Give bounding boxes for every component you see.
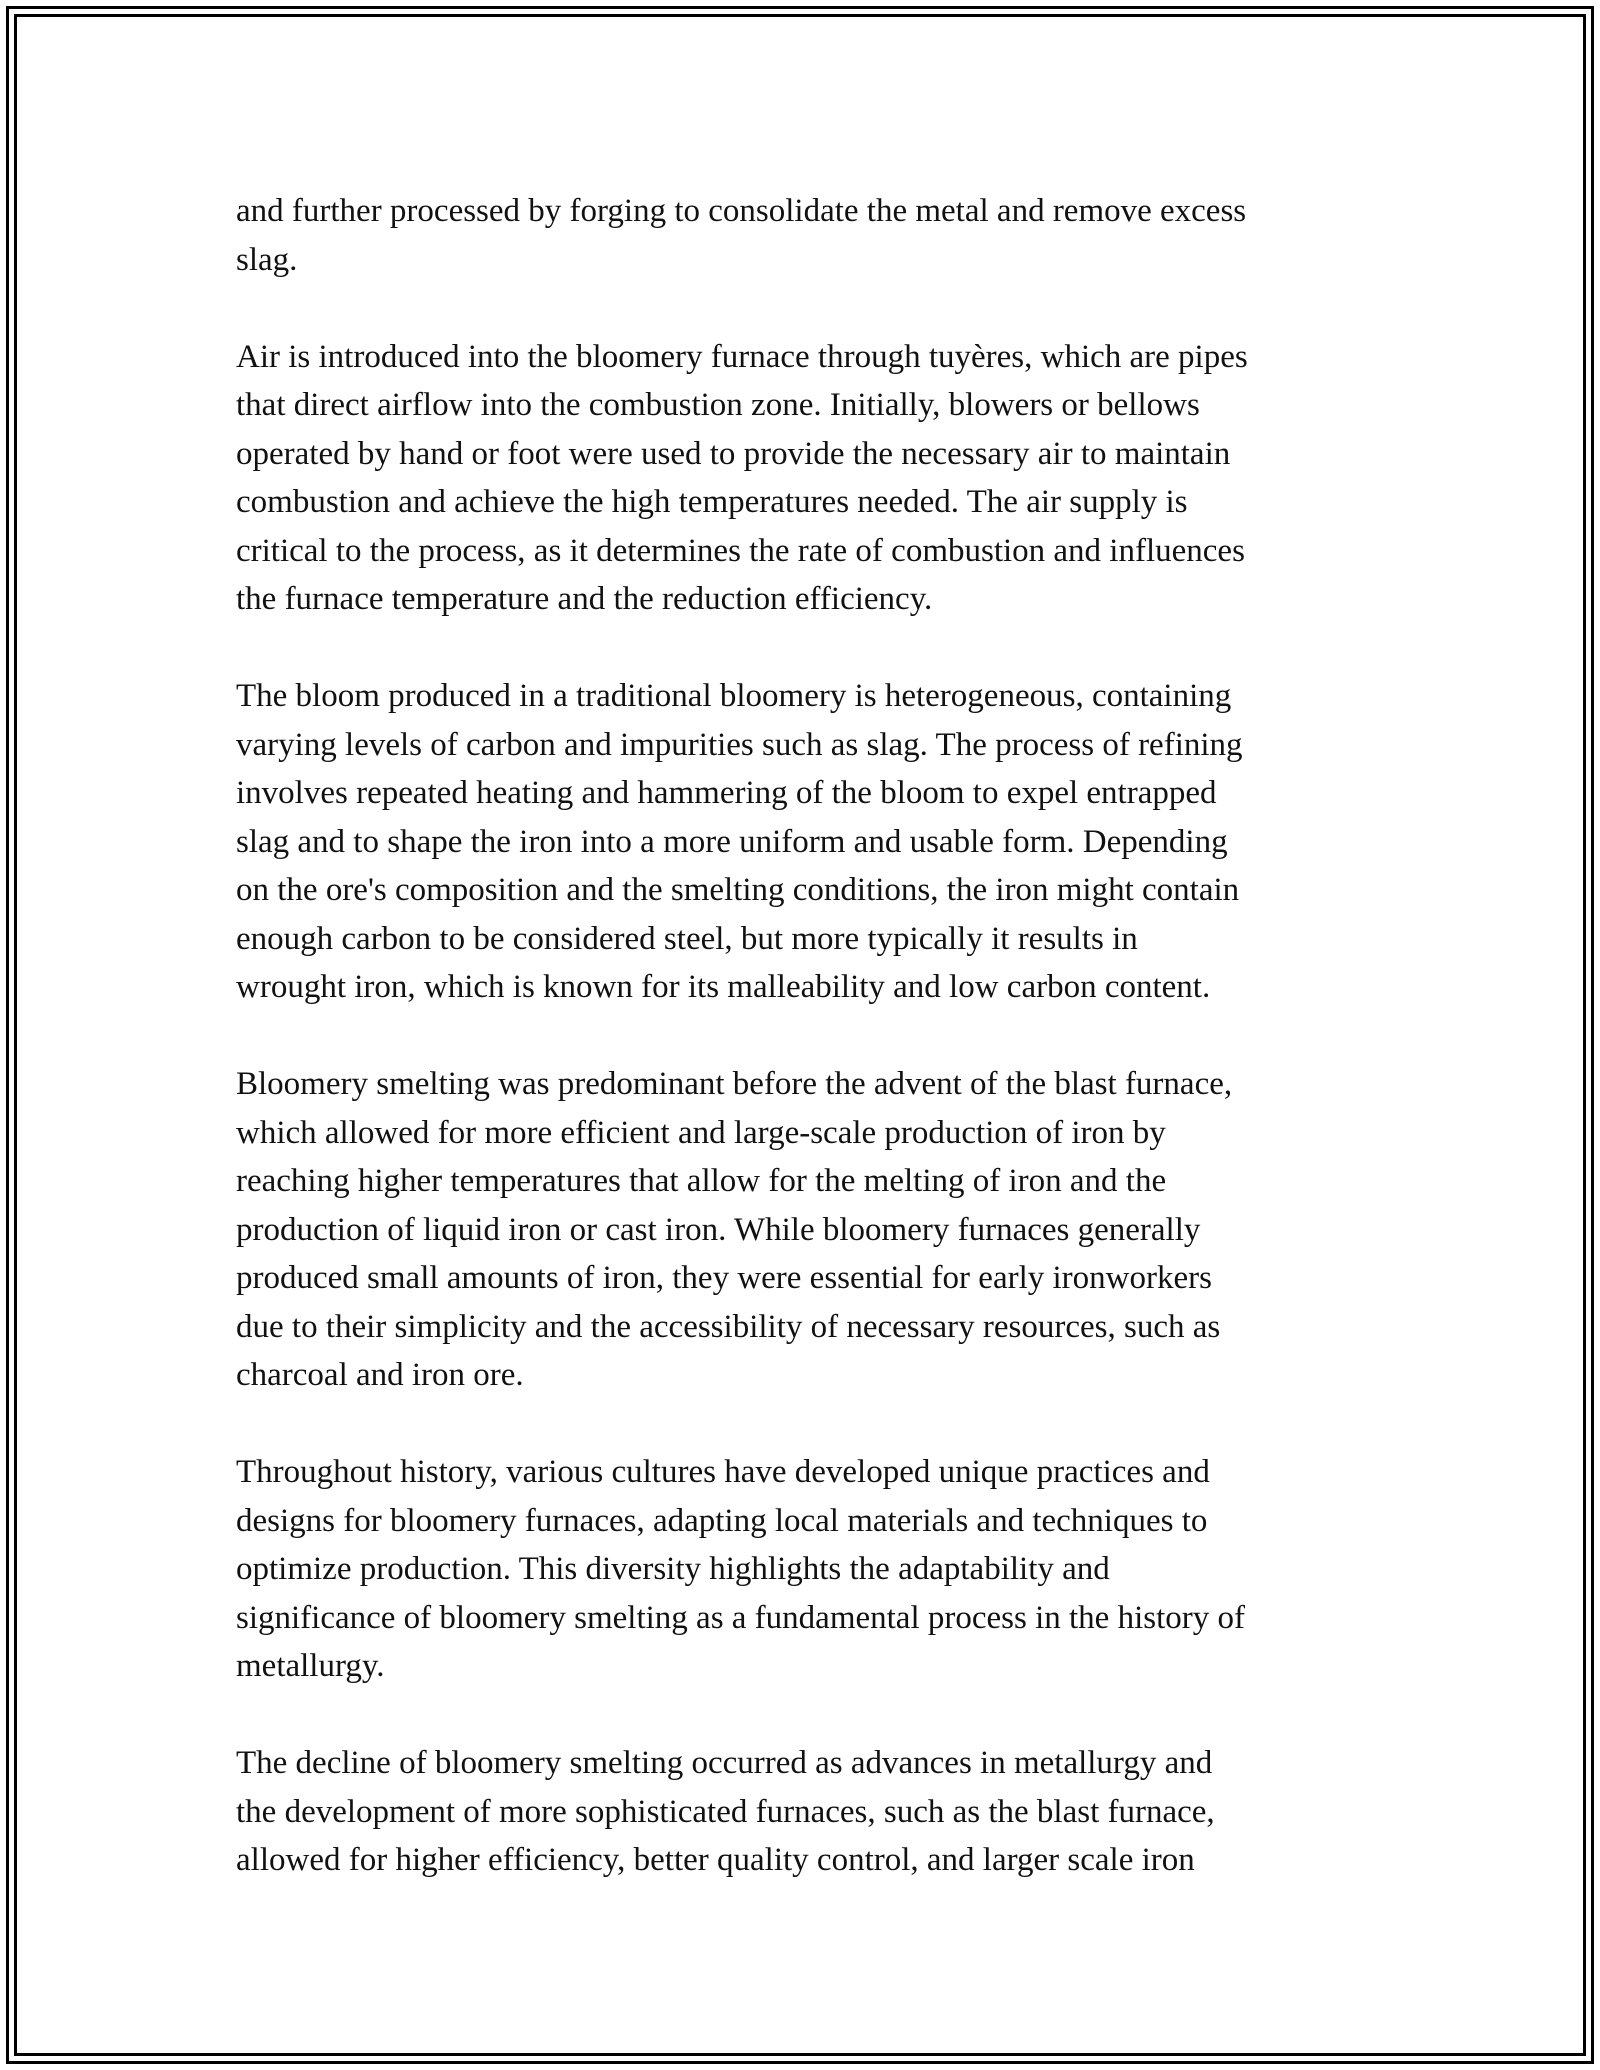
paragraph-forging: and further processed by forging to consolidate the metal and remove excess slag. [236, 193, 1247, 278]
paragraph-air-supply: Air is introduced into the bloomery furnace through tuyères, which are pipes that direct airflow into the combustion zone. Initially, blowers or bellows operated by hand or foot were used to provide the necessary air to maintain combustion and achieve the high temperatures needed. The air supply is critical to the process, as it determines the rate of combustion and influences the furnace temperature and the reduction efficiency. [236, 338, 1248, 617]
paragraph-bloom-refining: The bloom produced in a traditional bloomery is heterogeneous, containing varying levels of carbon and impurities such as slag. The process of refining involves repeated heating and hammering of the bloom to expel entrapped slag and to shape the iron into a more uniform and usable form. Depending on the ore's composition and the smelting conditions, the iron might contain enough carbon to be considered steel, but more typically it results in wrought iron, which is known for its malleability and low carbon content. [236, 678, 1243, 1005]
paragraph-blast-furnace: Bloomery smelting was predominant before the advent of the blast furnace, which allowed for more efficient and large-scale production of iron by reaching higher temperatures that allow for the melting of iron and the production of liquid iron or cast iron. While bloomery furnaces generally produced small amounts of iron, they were essential for early ironworkers due to their simplicity and the accessibility of necessary resources, such as charcoal and iron ore. [236, 1066, 1233, 1393]
paragraph-cultural-designs: Throughout history, various cultures have developed unique practices and designs for bloomery furnaces, adapting local materials and techniques to optimize production. This diversity highlights the adaptability and significance of bloomery smelting as a fundamental process in the history of metallurgy. [236, 1454, 1245, 1684]
paragraph-decline: The decline of bloomery smelting occurred as advances in metallurgy and the development of more sophisticated furnaces, such as the blast furnace, allowed for higher efficiency, better quality control, and larger scale iron [236, 1745, 1215, 1878]
document-body [236, 187, 1374, 1885]
